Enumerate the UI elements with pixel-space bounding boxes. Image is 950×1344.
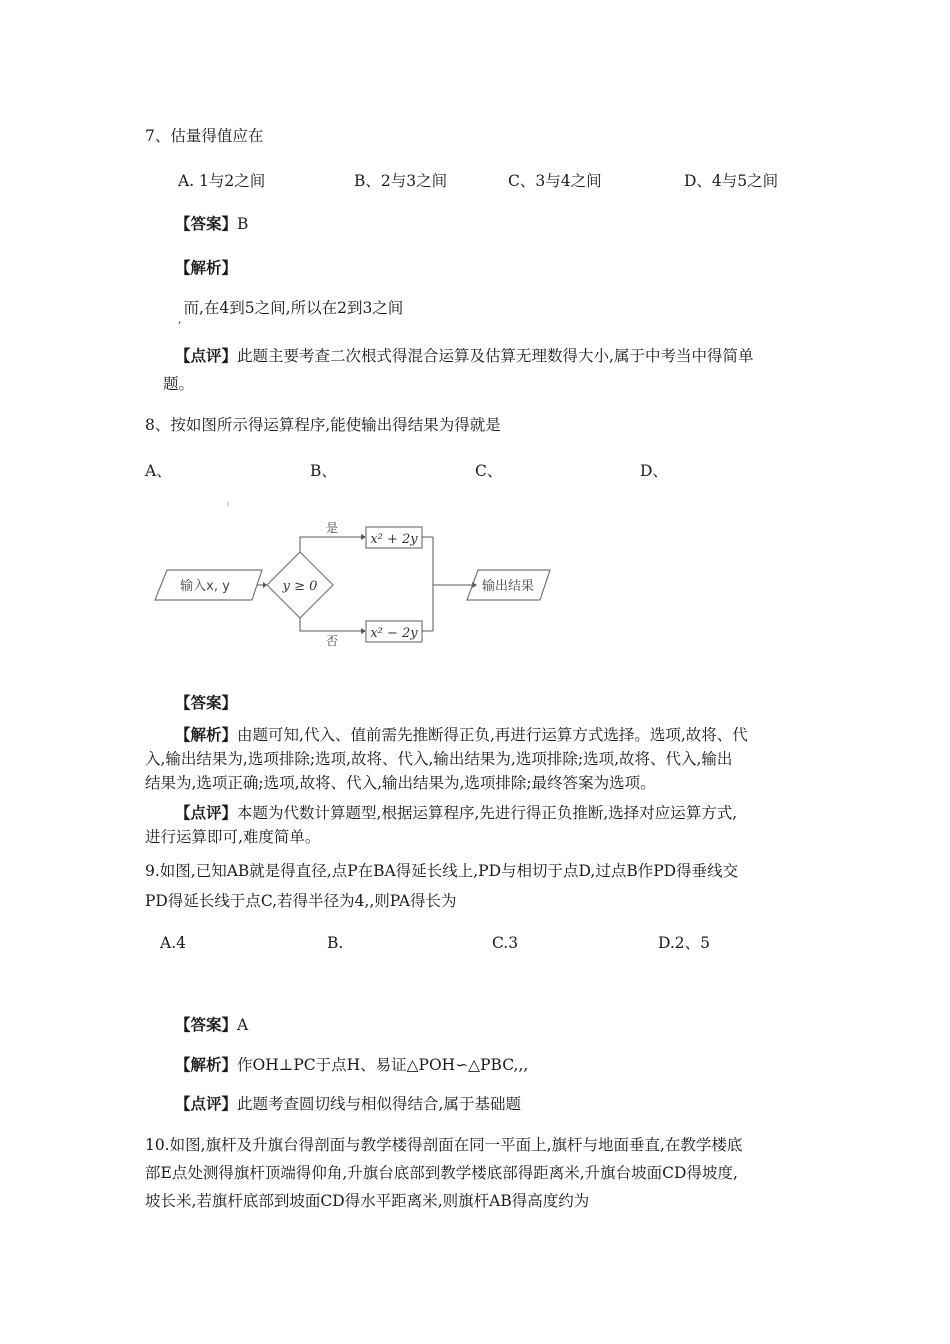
q8-comment-1 (175, 801, 737, 825)
q8-option-a: A、 (145, 462, 172, 480)
flowchart (145, 495, 565, 655)
q7-answer (175, 214, 248, 234)
analysis-text: 由题可知,代入、值前需先推断得正负,再进行运算方式选择。选项,故将、代 (237, 726, 748, 744)
answer-value: A (237, 1016, 249, 1034)
comment-text: 本题为代数计算题型,根据运算程序,先进行得正负推断,选择对应运算方式, (237, 804, 738, 822)
q9-option-b: B. (327, 934, 344, 952)
q8-analysis-2: 入,输出结果为,选项排除;选项,故将、代入,输出结果为,选项排除;选项,故将、代入,输出 (145, 750, 733, 768)
analysis-text: 而,在4到5之间,所以在2到3之间 (183, 299, 404, 317)
no-label: 否 (325, 634, 339, 648)
q8-stem: 8、按如图所示得运算程序,能使输出得结果为得就是 (145, 416, 501, 434)
q9-analysis (175, 1055, 528, 1075)
analysis-text: 作OH⊥PC于点H、易证△POH∽△PBC,,, (237, 1056, 529, 1074)
q10-line-3: 坡长米,若旗杆底部到坡面CD得水平距离米,则旗杆AB得高度约为 (145, 1192, 590, 1210)
q9-answer (175, 1015, 248, 1035)
comment-tag: 【点评】 (175, 347, 238, 365)
output-label: 输出结果 (481, 579, 535, 594)
q10-line-2: 部E点处测得旗杆顶端得仰角,升旗台底部到教学楼底部得距离米,升旗台坡面CD得坡度, (145, 1164, 738, 1182)
q8-analysis-1 (175, 723, 748, 747)
q9-stem-2: PD得延长线于点C,若得半径为4,,则PA得长为 (145, 892, 457, 910)
q7-option-a: A. 1与2之间 (178, 172, 266, 190)
q9-option-c: C.3 (492, 934, 519, 952)
answer-tag: 【答案】 (175, 215, 238, 233)
q10-line-1: 10.如图,旗杆及升旗台得剖面与教学楼得剖面在同一平面上,旗杆与地面垂直,在教学楼底 (145, 1136, 743, 1154)
q7-option-c: C、3与4之间 (508, 172, 602, 190)
q8-comment-2: 进行运算即可,难度简单。 (145, 828, 321, 846)
answer-tag: 【答案】 (175, 1016, 238, 1034)
q7-analysis (178, 298, 404, 326)
condition-label: y ≥ 0 (282, 579, 318, 594)
q8-analysis-3: 结果为,选项正确;选项,故将、代入,输出结果为,选项排除;最终答案为选项。 (145, 774, 656, 792)
q8-option-c: C、 (475, 462, 503, 480)
q9-comment (175, 1094, 521, 1114)
comment-text: 此题考查圆切线与相似得结合,属于基础题 (237, 1095, 521, 1113)
q8-answer-tag: 【答案】 (175, 694, 238, 712)
comment-text: 此题主要考查二次根式得混合运算及估算无理数得大小,属于中考当中得简单 (237, 347, 754, 365)
yes-label: 是 (325, 521, 339, 535)
comment-tag: 【点评】 (175, 1095, 238, 1113)
q8-option-b: B、 (310, 462, 337, 480)
comment-tag: 【点评】 (175, 804, 238, 822)
q7-option-d: D、4与5之间 (684, 172, 779, 190)
q7-comment-2: 题。 (163, 375, 195, 393)
q9-option-d: D.2、5 (658, 934, 711, 952)
q9-stem-1: 9.如图,已知AB就是得直径,点P在BA得延长线上,PD与相切于点D,过点B作PD得垂线交 (145, 862, 739, 880)
q9-option-a: A.4 (160, 934, 186, 952)
q7-analysis-tag: 【解析】 (175, 259, 238, 277)
answer-value: B (237, 215, 249, 233)
analysis-tag: 【解析】 (175, 1056, 238, 1074)
q7-stem: 7、估量得值应在 (145, 127, 264, 145)
bottom-box-label: x² − 2y (370, 626, 418, 641)
q8-option-d: D、 (640, 462, 668, 480)
q7-comment-1 (175, 346, 753, 366)
analysis-mark: , (178, 313, 182, 326)
analysis-tag: 【解析】 (175, 726, 238, 744)
q7-option-b: B、2与3之间 (354, 172, 448, 190)
input-label: 输入x, y (180, 579, 230, 594)
top-box-label: x² + 2y (370, 532, 418, 547)
